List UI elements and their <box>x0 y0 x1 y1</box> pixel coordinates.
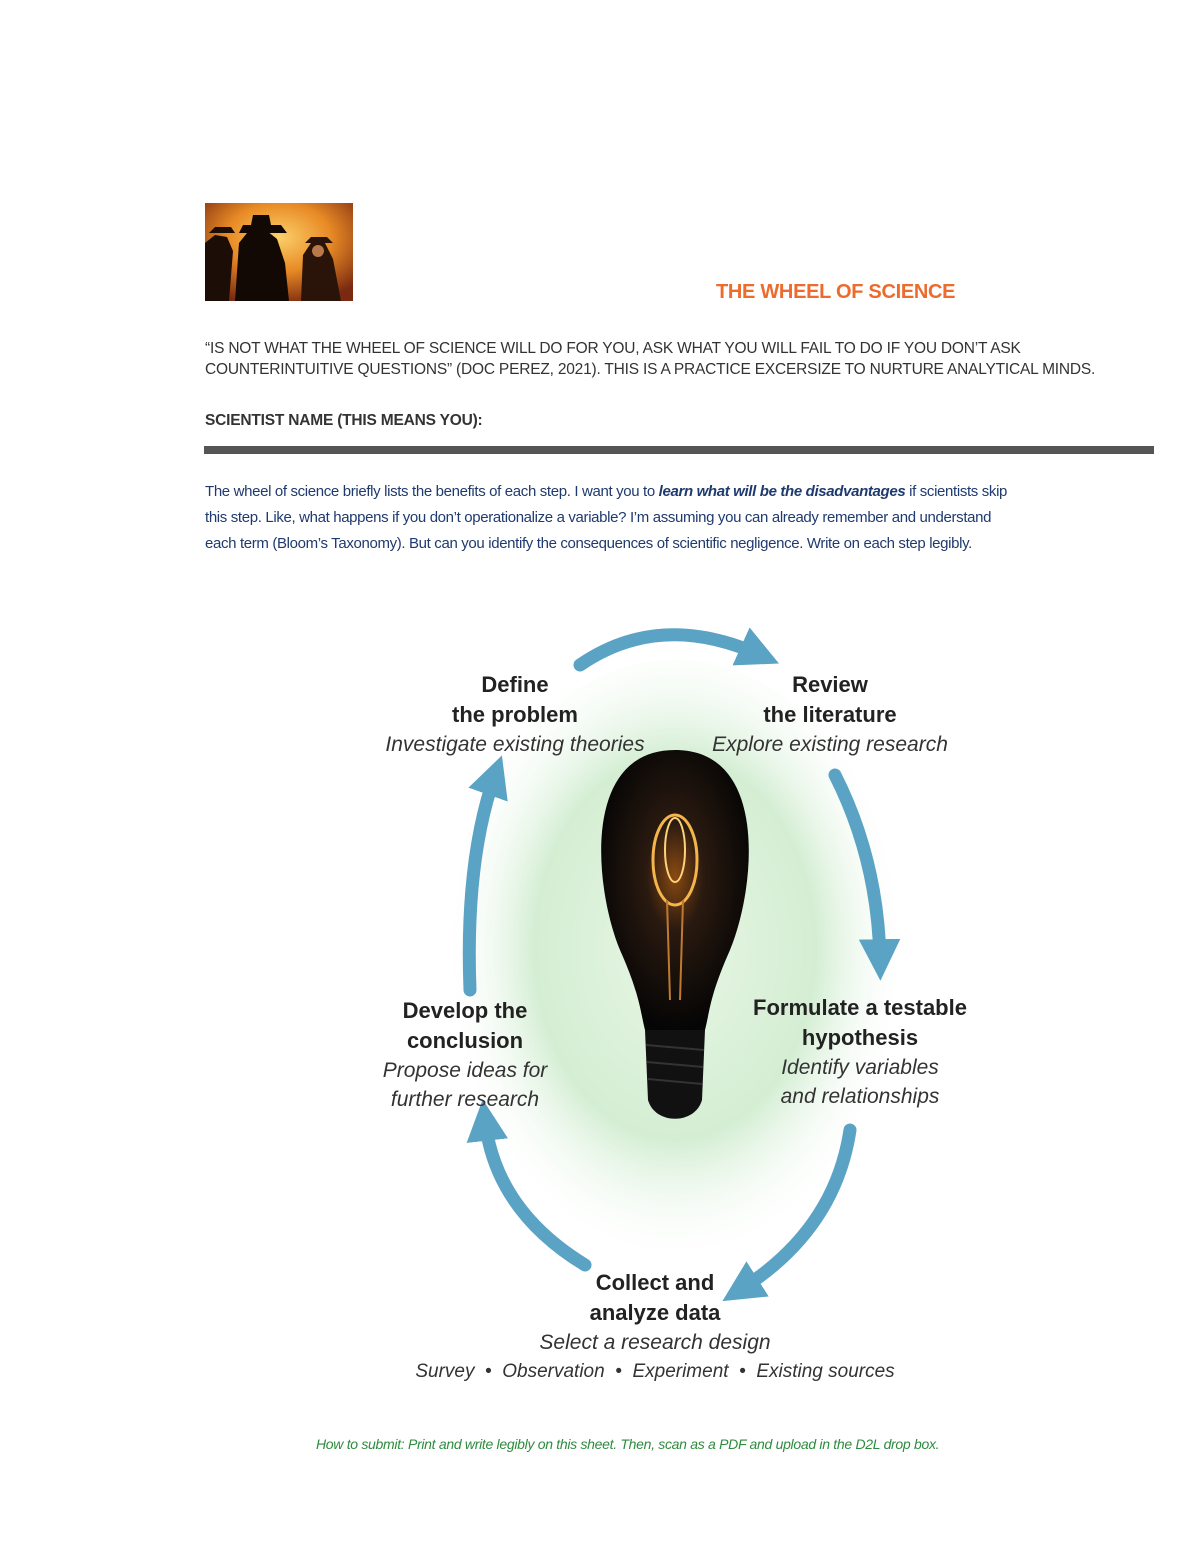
step-description: Select a research design <box>539 1331 771 1354</box>
intro-quote <box>205 338 1165 380</box>
scientist-name-label: SCIENTIST NAME (THIS MEANS YOU): <box>205 412 483 429</box>
instructions-emphasis: learn what will be the disadvantages <box>658 483 906 500</box>
name-write-line <box>204 446 1154 454</box>
wheel-of-science-diagram <box>330 600 1010 1420</box>
instructions-line: each term (Bloom’s Taxonomy). But can you identify the consequences of scientific negligence. Write on each step legibly. <box>205 535 972 552</box>
step-heading: the literature <box>763 702 897 727</box>
step-description: Propose ideas for <box>382 1059 548 1082</box>
instructions-paragraph <box>205 479 1160 557</box>
instructions-text: The wheel of science briefly lists the benefits of each step. I want you to <box>205 483 659 500</box>
step-heading: Define <box>481 672 549 697</box>
submission-instructions: How to submit: Print and write legibly on this sheet. Then, scan as a PDF and upload in the D2L drop box. <box>316 1436 940 1452</box>
step-heading: conclusion <box>406 1028 524 1053</box>
step-review-literature <box>705 670 955 759</box>
instructions-line <box>205 479 1160 505</box>
step-description: Identify variables <box>781 1056 939 1079</box>
step-heading: Review <box>792 672 868 697</box>
step-description: further research <box>390 1088 540 1111</box>
page-title: THE WHEEL OF SCIENCE <box>716 281 956 303</box>
step-collect-analyze <box>370 1268 940 1386</box>
instructions-line: this step. Like, what happens if you don’t operationalize a variable? I’m assuming you can already remember and understand <box>205 509 992 526</box>
research-methods: Survey • Observation • Experiment • Existing sources <box>415 1361 895 1382</box>
step-develop-conclusion <box>360 996 570 1114</box>
step-heading: Develop the <box>402 998 528 1023</box>
step-heading: hypothesis <box>801 1025 919 1050</box>
step-heading: Collect and <box>595 1270 715 1295</box>
step-heading: analyze data <box>589 1300 721 1325</box>
step-description: Investigate existing theories <box>385 733 645 756</box>
header-photo <box>205 203 353 301</box>
quote-line: COUNTERINTUITIVE QUESTIONS” (DOC PEREZ, 2021). THIS IS A PRACTICE EXCERSIZE TO NURTURE ANALYTICAL MINDS. <box>205 361 1096 378</box>
step-description: and relationships <box>780 1085 940 1108</box>
step-heading: Formulate a testable <box>753 995 967 1020</box>
step-define-problem <box>380 670 650 759</box>
step-heading: the problem <box>452 702 578 727</box>
instructions-text: if scientists skip <box>905 483 1008 500</box>
step-description: Explore existing research <box>712 733 948 756</box>
step-formulate-hypothesis <box>740 993 980 1111</box>
quote-line: “IS NOT WHAT THE WHEEL OF SCIENCE WILL DO FOR YOU, ASK WHAT YOU WILL FAIL TO DO IF YOU DON’T ASK <box>205 340 1021 357</box>
